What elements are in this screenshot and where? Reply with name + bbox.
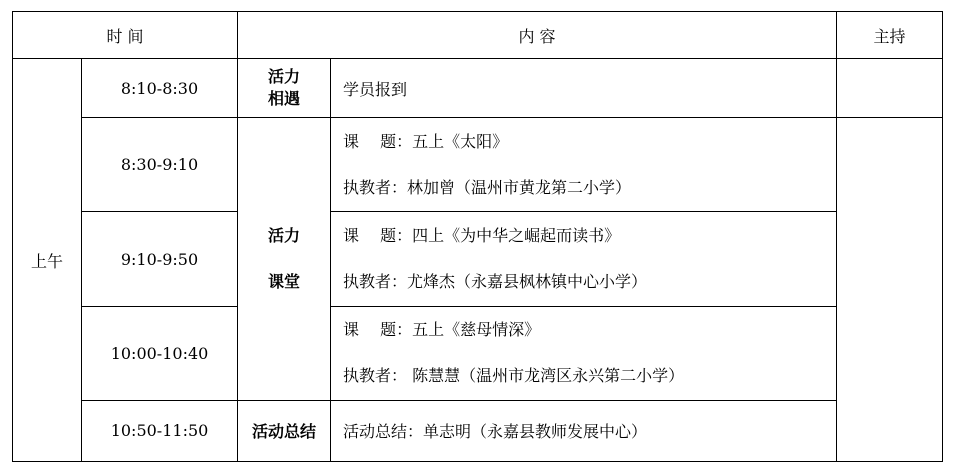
lesson3-teacher: 执教者： 陈慧慧（温州市龙湾区永兴第二小学） — [343, 366, 685, 386]
period-label: 上午 — [30, 251, 63, 271]
period-cell — [13, 59, 82, 462]
section-welcome-line1: 活力 — [267, 67, 300, 87]
section-summary — [238, 400, 331, 461]
content-cell — [331, 306, 837, 400]
table-row — [13, 400, 943, 461]
time-cell — [82, 306, 238, 400]
time-cell — [82, 400, 238, 461]
time-label: 8:30-9:10 — [120, 155, 199, 175]
header-row — [13, 12, 943, 59]
content-checkin: 学员报到 — [343, 79, 408, 99]
time-cell — [82, 118, 238, 212]
time-label: 10:50-11:50 — [110, 421, 209, 441]
lesson3-topic: 课 题：五上《慈母情深》 — [343, 320, 541, 340]
section-welcome-line2: 相遇 — [267, 89, 300, 109]
header-host — [837, 12, 943, 59]
content-summary: 活动总结：单志明（永嘉县教师发展中心） — [343, 422, 648, 442]
content-cell — [331, 400, 837, 461]
time-cell — [82, 59, 238, 118]
host-cell — [837, 59, 943, 118]
time-label: 10:00-10:40 — [110, 343, 209, 363]
content-cell — [331, 212, 837, 306]
header-content — [238, 12, 837, 59]
host-cell — [837, 118, 943, 462]
content-cell — [331, 59, 837, 118]
section-summary-label: 活动总结 — [251, 422, 316, 442]
table-row — [13, 118, 943, 212]
schedule-table — [12, 11, 943, 462]
section-classroom-line1: 活力 — [267, 226, 300, 246]
lesson2-teacher: 执教者：尤烽杰（永嘉县枫林镇中心小学） — [343, 272, 648, 292]
table-row — [13, 306, 943, 400]
header-time-label: 时 间 — [106, 26, 144, 46]
content-cell — [331, 118, 837, 212]
time-cell — [82, 212, 238, 306]
header-time — [13, 12, 238, 59]
section-classroom-line2: 课堂 — [267, 272, 300, 292]
header-content-label: 内 容 — [518, 26, 556, 46]
lesson1-teacher: 执教者：林加曾（温州市黄龙第二小学） — [343, 177, 632, 197]
table-row — [13, 59, 943, 118]
lesson1-topic: 课 题：五上《太阳》 — [343, 131, 509, 151]
lesson2-topic: 课 题：四上《为中华之崛起而读书》 — [343, 226, 621, 246]
header-host-label: 主持 — [873, 26, 906, 46]
section-classroom — [238, 118, 331, 401]
time-label: 8:10-8:30 — [120, 78, 199, 98]
time-label: 9:10-9:50 — [120, 249, 199, 269]
section-welcome — [238, 59, 331, 118]
table-row — [13, 212, 943, 306]
